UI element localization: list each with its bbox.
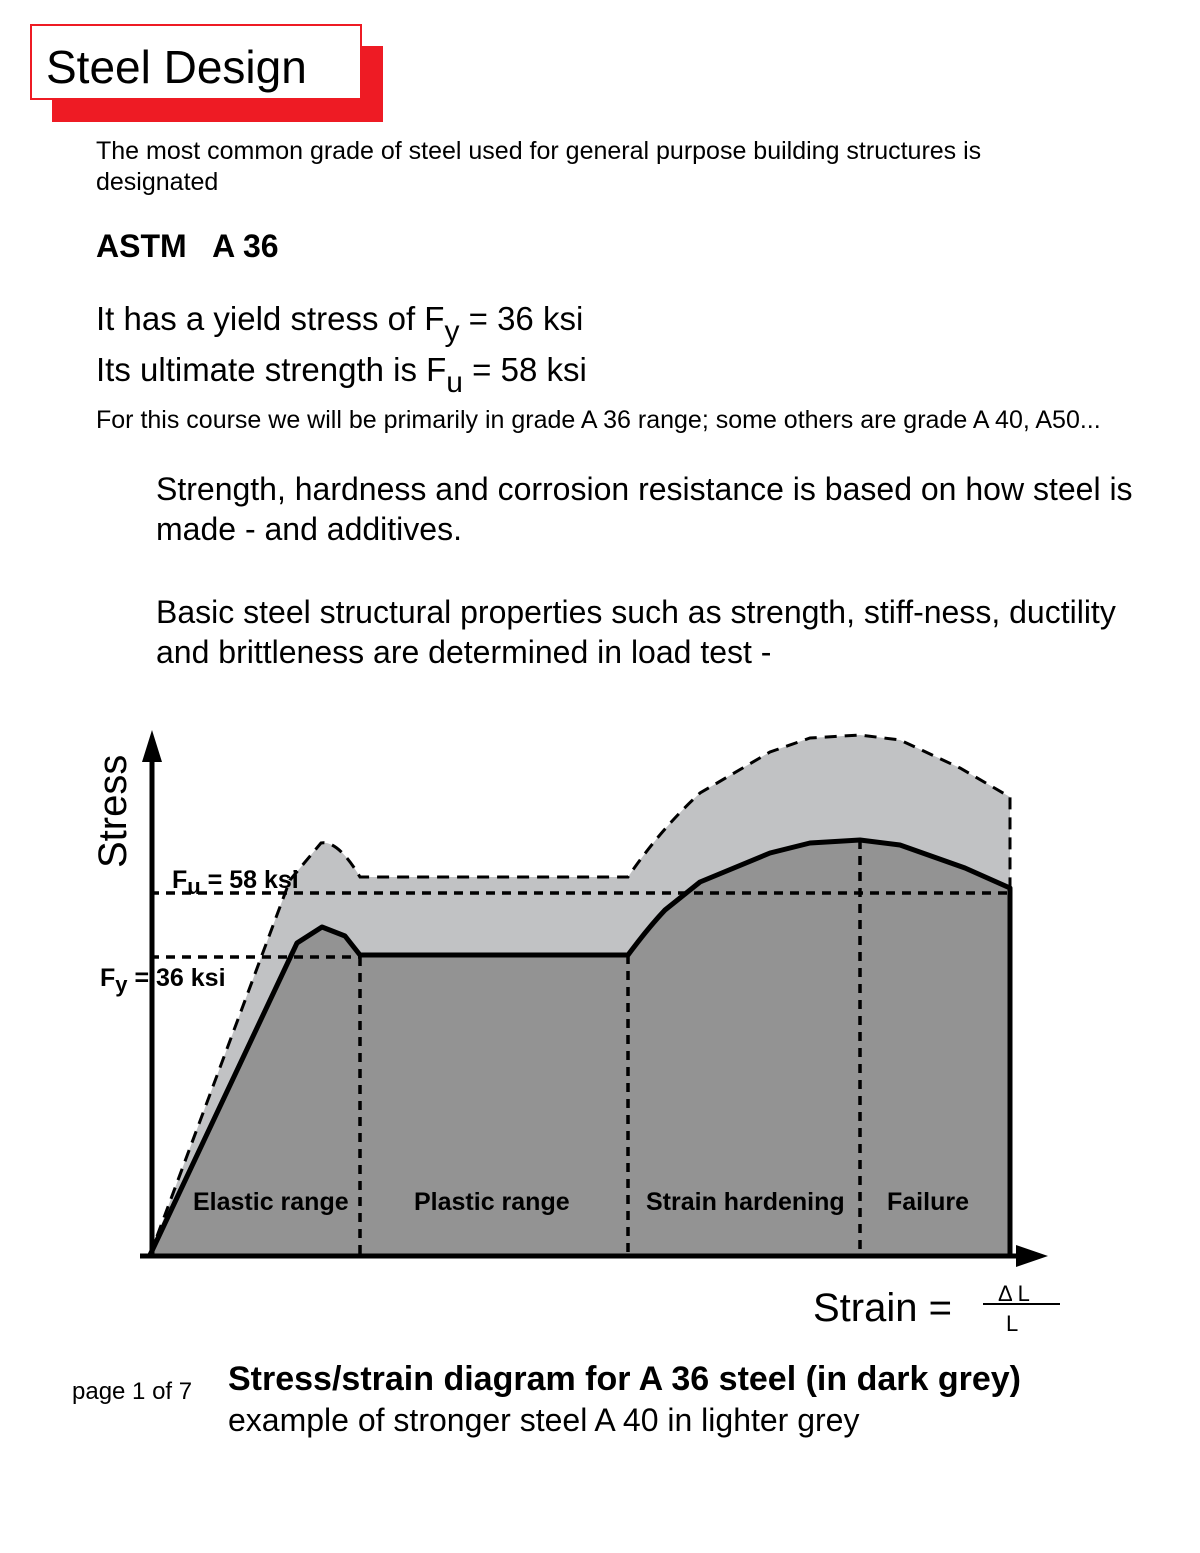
strain-denominator: L xyxy=(1006,1311,1019,1336)
yield-subscript: y xyxy=(444,315,460,348)
y-axis-arrow xyxy=(142,730,162,762)
yield-prefix: It has a yield stress of F xyxy=(96,300,445,337)
fu-sub: u xyxy=(187,874,201,899)
x-axis-arrow xyxy=(1016,1245,1048,1267)
astm-grade: A 36 xyxy=(212,228,279,264)
fy-rest: = 36 ksi xyxy=(127,964,226,992)
region-hardening-label: Strain hardening xyxy=(646,1188,845,1216)
fy-label xyxy=(100,964,226,997)
region-plastic-label: Plastic range xyxy=(414,1188,570,1216)
paragraph-strength: Strength, hardness and corrosion resistance is based on how steel is made - and additives. xyxy=(156,471,1133,547)
strain-numerator: Δ L xyxy=(998,1281,1030,1306)
ultimate-subscript: u xyxy=(446,366,463,399)
y-axis-label: Stress xyxy=(91,754,135,868)
region-elastic-label: Elastic range xyxy=(193,1188,349,1216)
fy-sub: y xyxy=(115,972,128,997)
ultimate-prefix: Its ultimate strength is F xyxy=(96,351,447,388)
paragraph-properties: Basic steel structural properties such as strength, stiff-ness, ductility and brittleness are determined in load test - xyxy=(156,594,1116,670)
fy-letter: F xyxy=(100,964,116,992)
yield-suffix: = 36 ksi xyxy=(459,300,584,337)
intro-text: The most common grade of steel used for general purpose building structures is designated xyxy=(96,137,982,196)
diagram-caption-secondary: example of stronger steel A 40 in lighter grey xyxy=(228,1402,860,1438)
diagram-caption: Stress/strain diagram for A 36 steel (in dark grey) xyxy=(228,1360,1021,1398)
course-note: For this course we will be primarily in grade A 36 range; some others are grade A 40, A50... xyxy=(96,406,1101,434)
fu-letter: F xyxy=(172,866,188,894)
page-title: Steel Design xyxy=(46,41,307,93)
astm-label: ASTM xyxy=(96,228,187,264)
ultimate-suffix: = 58 ksi xyxy=(462,351,587,388)
strain-label: Strain = xyxy=(813,1286,952,1330)
page-number: page 1 of 7 xyxy=(72,1378,193,1405)
region-failure-label: Failure xyxy=(887,1188,969,1216)
fu-rest: = 58 ksi xyxy=(200,866,299,894)
